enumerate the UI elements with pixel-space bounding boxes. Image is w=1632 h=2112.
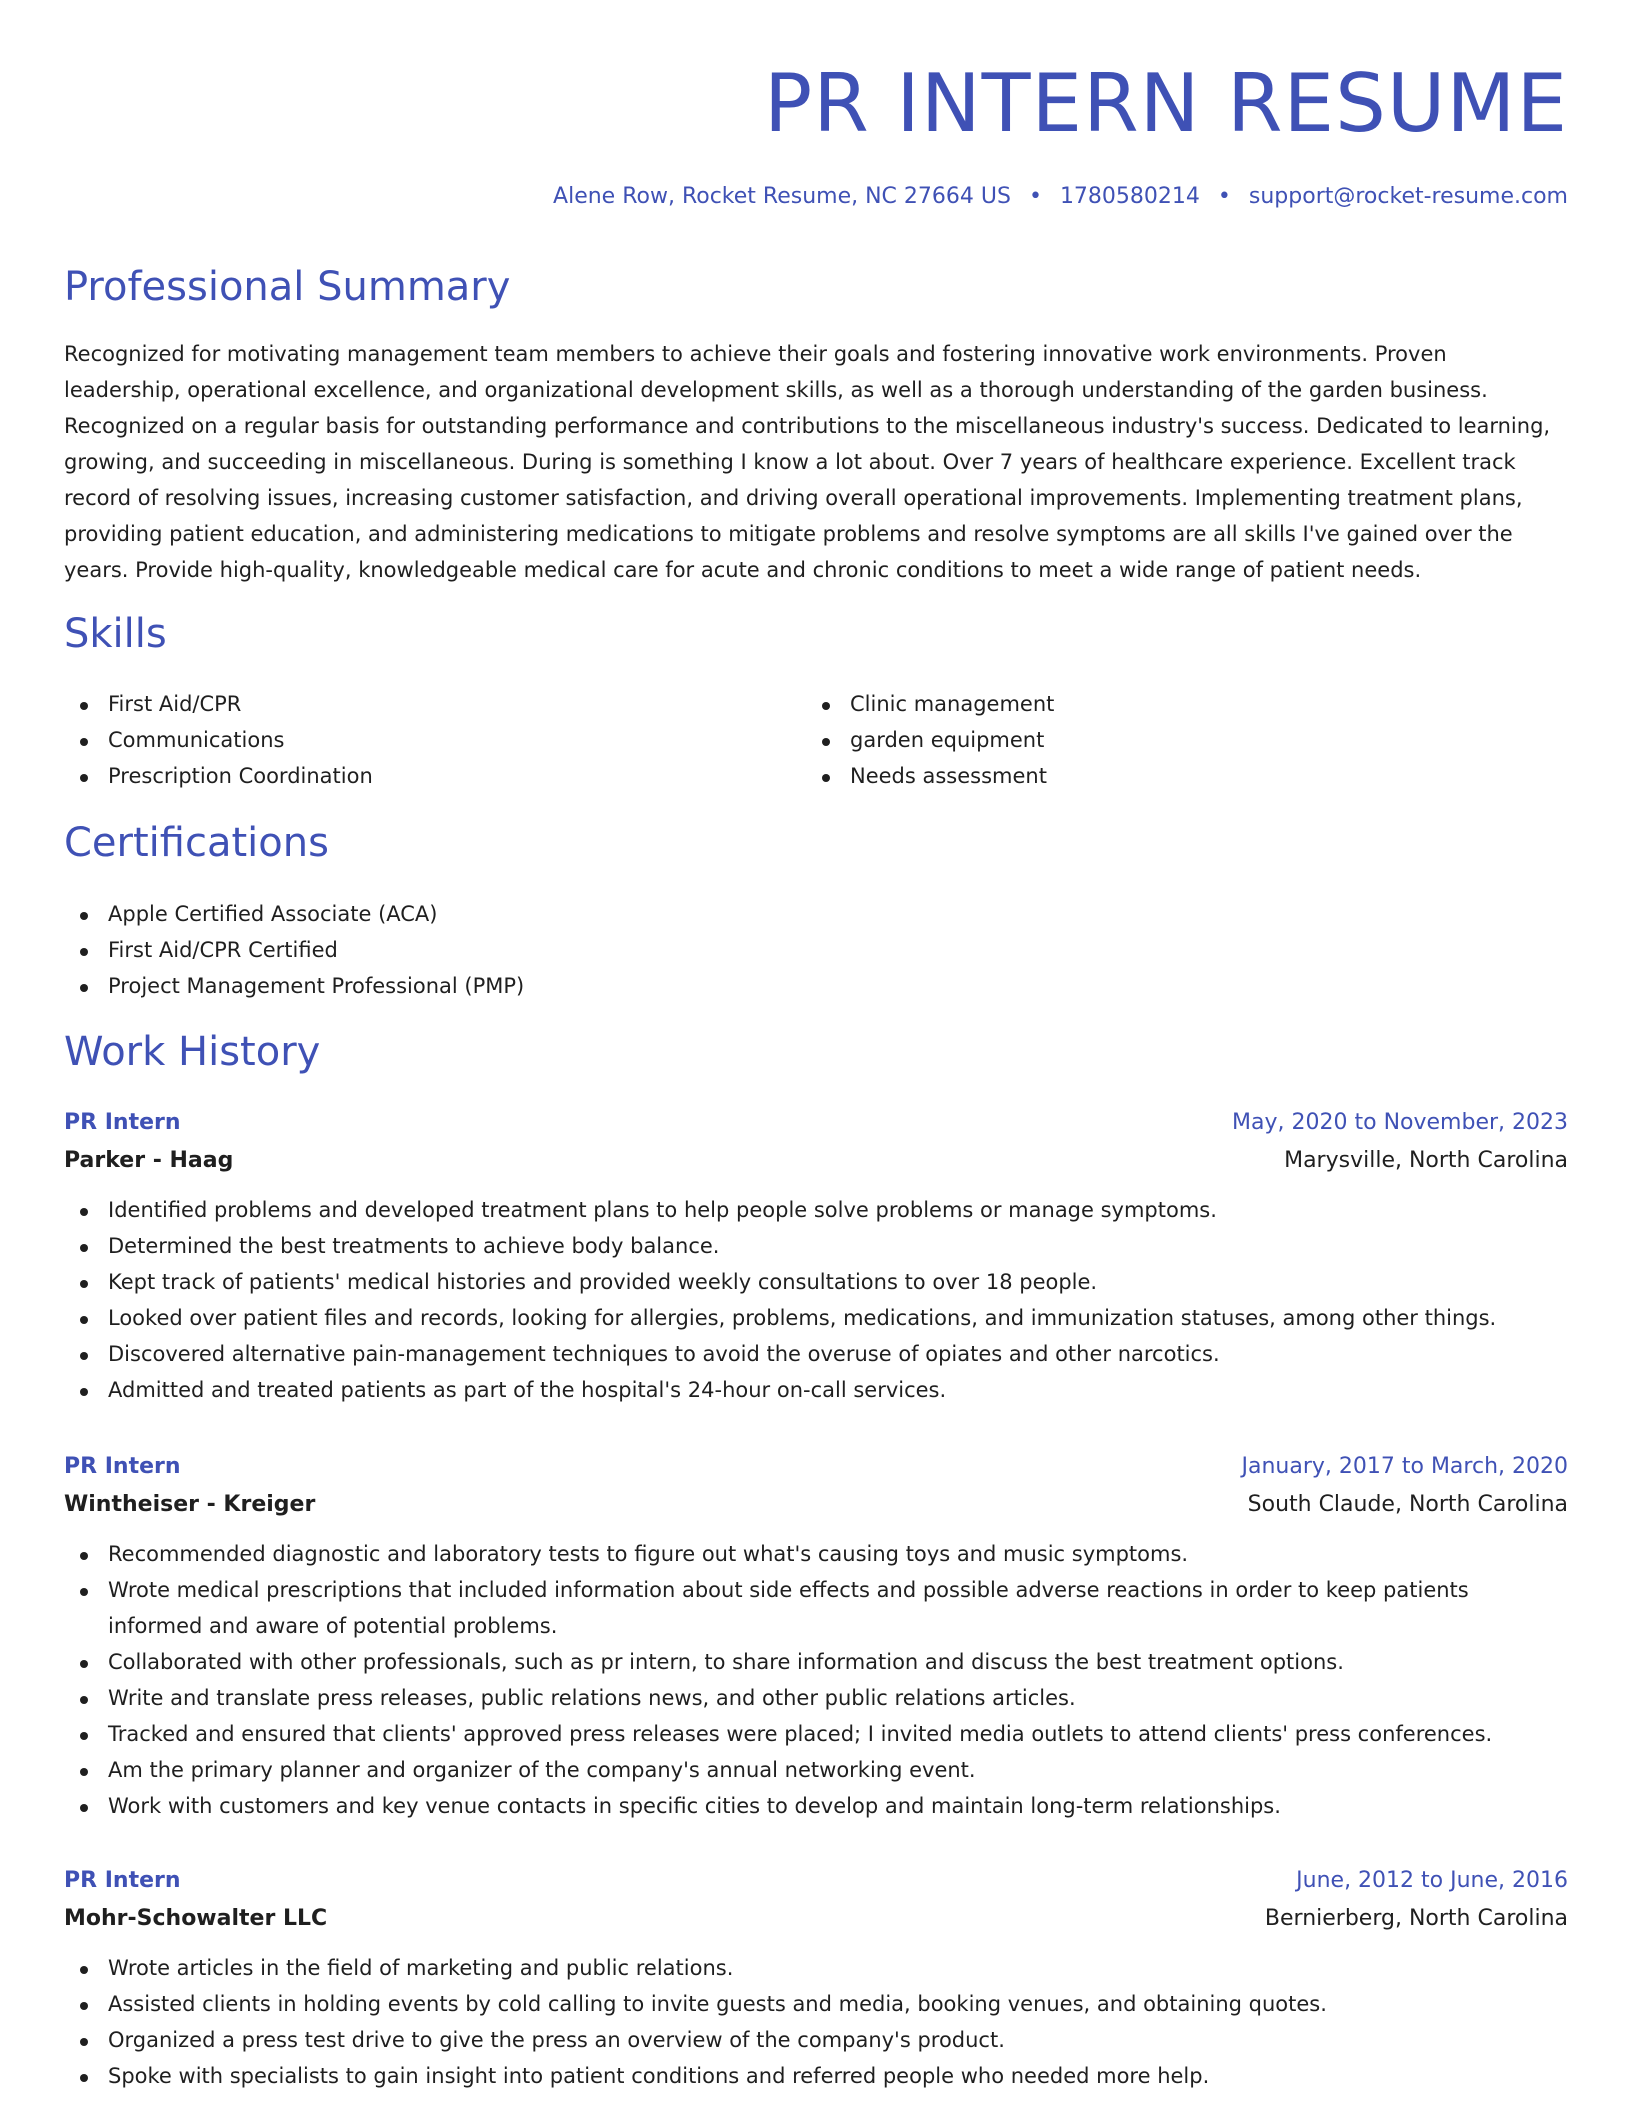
job-duty: Assisted clients in holding events by cold calling to invite guests and media, booking venues, and obtaining quotes.	[64, 1986, 1568, 2022]
job-duty: Determined the best treatments to achieve body balance.	[64, 1228, 1568, 1264]
skill-item: garden equipment	[806, 722, 1546, 758]
job-duty: Wrote medical prescriptions that included information about side effects and possible adverse reactions in order to keep patients informed and aware of potential problems.	[64, 1572, 1568, 1644]
job-duty: Work with customers and key venue contacts in specific cities to develop and maintain long-term relationships.	[64, 1788, 1568, 1824]
job-duty: Looked over patient files and records, looking for allergies, problems, medications, and immunization statuses, among other things.	[64, 1300, 1568, 1336]
summary-text: Recognized for motivating management team members to achieve their goals and fostering innovative work environments. Proven leadership, operational excellence, and organizational development skills, as well as a thorough understanding of the garden business. Recognized on a regular basis for outstanding performance and contributions to the miscellaneous industry's success. Dedicated to learning, growing, and succeeding in miscellaneous. During is something I know a lot about. Over 7 years of healthcare experience. Excellent track record of resolving issues, increasing customer satisfaction, and driving overall operational improvements. Implementing treatment plans, providing patient education, and administering medications to mitigate problems and resolve symptoms are all skills I've gained over the years. Provide high-quality, knowledgeable medical care for acute and chronic conditions to meet a wide range of patient needs.	[64, 342, 1551, 582]
job-entry	[64, 1448, 1568, 1824]
job-duty: Spoke with specialists to gain insight into patient conditions and referred people who needed more help.	[64, 2058, 1568, 2094]
job-title-row	[64, 1104, 1568, 1142]
skill-item: Prescription Coordination	[64, 758, 804, 794]
job-duty: Am the primary planner and organizer of the company's annual networking event.	[64, 1752, 1568, 1788]
contact-separator: •	[1028, 184, 1042, 209]
job-duty: Collaborated with other professionals, such as pr intern, to share information and discuss the best treatment options.	[64, 1644, 1568, 1680]
summary-heading: Professional Summary	[64, 264, 511, 310]
job-dates: January, 2017 to March, 2020	[1241, 1454, 1568, 1479]
job-duty: Kept track of patients' medical histories and provided weekly consultations to over 18 people.	[64, 1264, 1568, 1300]
job-company-row	[64, 1142, 1568, 1180]
contact-separator: •	[1217, 184, 1231, 209]
contact-line	[553, 182, 1568, 212]
skill-item: Needs assessment	[806, 758, 1546, 794]
job-duty: Admitted and treated patients as part of the hospital's 24-hour on-call services.	[64, 1372, 1568, 1408]
skill-item: Communications	[64, 722, 804, 758]
job-duties-list	[64, 1950, 1568, 2094]
job-dates: May, 2020 to November, 2023	[1232, 1110, 1568, 1135]
job-company: Wintheiser - Kreiger	[64, 1492, 316, 1517]
contact-phone: 1780580214	[1059, 184, 1200, 209]
skills-heading: Skills	[64, 611, 167, 657]
job-duty: Recommended diagnostic and laboratory tests to figure out what's causing toys and music symptoms.	[64, 1536, 1568, 1572]
job-dates: June, 2012 to June, 2016	[1296, 1868, 1568, 1893]
skill-item: First Aid/CPR	[64, 686, 804, 722]
job-duty: Write and translate press releases, public relations news, and other public relations articles.	[64, 1680, 1568, 1716]
certification-item: Apple Certified Associate (ACA)	[64, 896, 1568, 932]
job-title: PR Intern	[64, 1868, 181, 1893]
job-title: PR Intern	[64, 1110, 181, 1135]
job-entry	[64, 1104, 1568, 1408]
job-entry	[64, 1862, 1568, 2094]
resume-title: PR INTERN RESUME	[763, 57, 1568, 150]
contact-address: Alene Row, Rocket Resume, NC 27664 US	[553, 184, 1011, 209]
job-title-row	[64, 1862, 1568, 1900]
skills-list-right	[806, 686, 1546, 794]
certifications-heading: Certifications	[64, 820, 329, 866]
job-duties-list	[64, 1192, 1568, 1408]
job-duty: Identified problems and developed treatment plans to help people solve problems or manage symptoms.	[64, 1192, 1568, 1228]
job-duty: Wrote articles in the field of marketing and public relations.	[64, 1950, 1568, 1986]
job-duties-list	[64, 1536, 1568, 1824]
job-company-row	[64, 1486, 1568, 1524]
work-history-heading: Work History	[64, 1029, 321, 1075]
certification-item: Project Management Professional (PMP)	[64, 968, 1568, 1004]
job-location: South Claude, North Carolina	[1247, 1492, 1568, 1517]
job-duty: Tracked and ensured that clients' approved press releases were placed; I invited media outlets to attend clients' press conferences.	[64, 1716, 1568, 1752]
job-company: Mohr-Schowalter LLC	[64, 1906, 328, 1931]
job-location: Marysville, North Carolina	[1284, 1148, 1568, 1173]
skills-list-left	[64, 686, 804, 794]
job-duty: Discovered alternative pain-management techniques to avoid the overuse of opiates and other narcotics.	[64, 1336, 1568, 1372]
skill-item: Clinic management	[806, 686, 1546, 722]
job-company-row	[64, 1900, 1568, 1938]
job-company: Parker - Haag	[64, 1148, 234, 1173]
certifications-list	[64, 896, 1568, 1004]
job-duty: Organized a press test drive to give the press an overview of the company's product.	[64, 2022, 1568, 2058]
certification-item: First Aid/CPR Certified	[64, 932, 1568, 968]
job-title: PR Intern	[64, 1454, 181, 1479]
contact-email[interactable]: support@rocket-resume.com	[1248, 184, 1568, 209]
job-location: Bernierberg, North Carolina	[1264, 1906, 1568, 1931]
job-title-row	[64, 1448, 1568, 1486]
